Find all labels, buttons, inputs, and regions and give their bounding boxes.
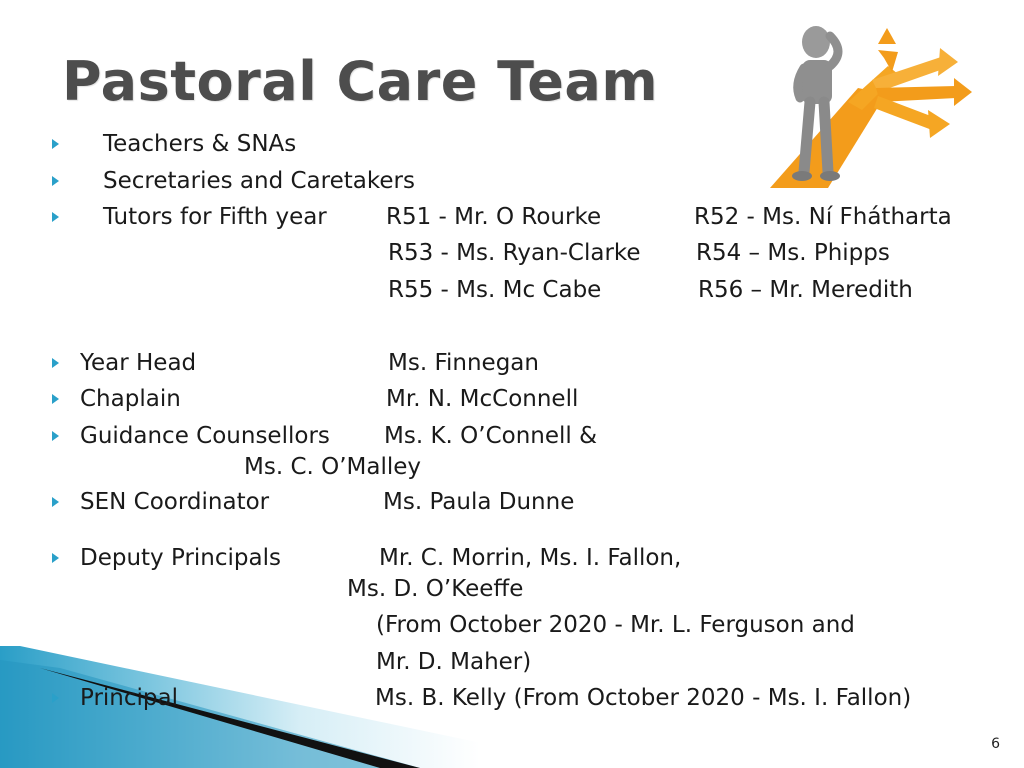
- item-principal: Principal: [80, 685, 179, 711]
- value-deputy-1: Mr. C. Morrin, Ms. I. Fallon,: [379, 545, 682, 571]
- bullet-arrow-icon: [52, 358, 59, 368]
- value-guidance-1: Ms. K. O’Connell &: [384, 423, 598, 449]
- item-teachers: Teachers & SNAs: [103, 131, 297, 157]
- tutor-r56: R56 – Mr. Meredith: [698, 277, 913, 303]
- tutor-r55: R55 - Ms. Mc Cabe: [388, 277, 602, 303]
- page-number: 6: [991, 736, 1000, 752]
- value-chaplain: Mr. N. McConnell: [386, 386, 579, 412]
- item-deputy: Deputy Principals: [80, 545, 281, 571]
- tutor-r51: R51 - Mr. O Rourke: [386, 204, 602, 230]
- bullet-arrow-icon: [52, 693, 59, 703]
- bullet-arrow-icon: [52, 431, 59, 441]
- bullet-arrow-icon: [52, 139, 59, 149]
- tutor-r52: R52 - Ms. Ní Fhátharta: [694, 204, 952, 230]
- value-deputy-4: Mr. D. Maher): [376, 649, 532, 675]
- item-secretaries: Secretaries and Caretakers: [103, 168, 415, 194]
- value-deputy-2: Ms. D. O’Keeffe: [347, 576, 524, 602]
- value-principal: Ms. B. Kelly (From October 2020 - Ms. I. Fallon): [375, 685, 912, 711]
- bullet-arrow-icon: [52, 553, 59, 563]
- tutor-r53: R53 - Ms. Ryan-Clarke: [388, 240, 641, 266]
- slide-title: Pastoral Care Team: [62, 50, 659, 113]
- item-tutors: Tutors for Fifth year: [103, 204, 327, 230]
- bullet-arrow-icon: [52, 212, 59, 222]
- value-year-head: Ms. Finnegan: [388, 350, 539, 376]
- bullet-arrow-icon: [52, 394, 59, 404]
- item-chaplain: Chaplain: [80, 386, 181, 412]
- item-sen: SEN Coordinator: [80, 489, 270, 515]
- item-guidance: Guidance Counsellors: [80, 423, 330, 449]
- value-guidance-2: Ms. C. O’Malley: [244, 454, 422, 480]
- bullet-arrow-icon: [52, 497, 59, 507]
- thinking-figure-arrows-illustration: [768, 22, 988, 188]
- value-deputy-3: (From October 2020 - Mr. L. Ferguson and: [376, 612, 855, 638]
- bullet-arrow-icon: [52, 176, 59, 186]
- item-year-head: Year Head: [80, 350, 197, 376]
- value-sen: Ms. Paula Dunne: [383, 489, 575, 515]
- tutor-r54: R54 – Ms. Phipps: [696, 240, 890, 266]
